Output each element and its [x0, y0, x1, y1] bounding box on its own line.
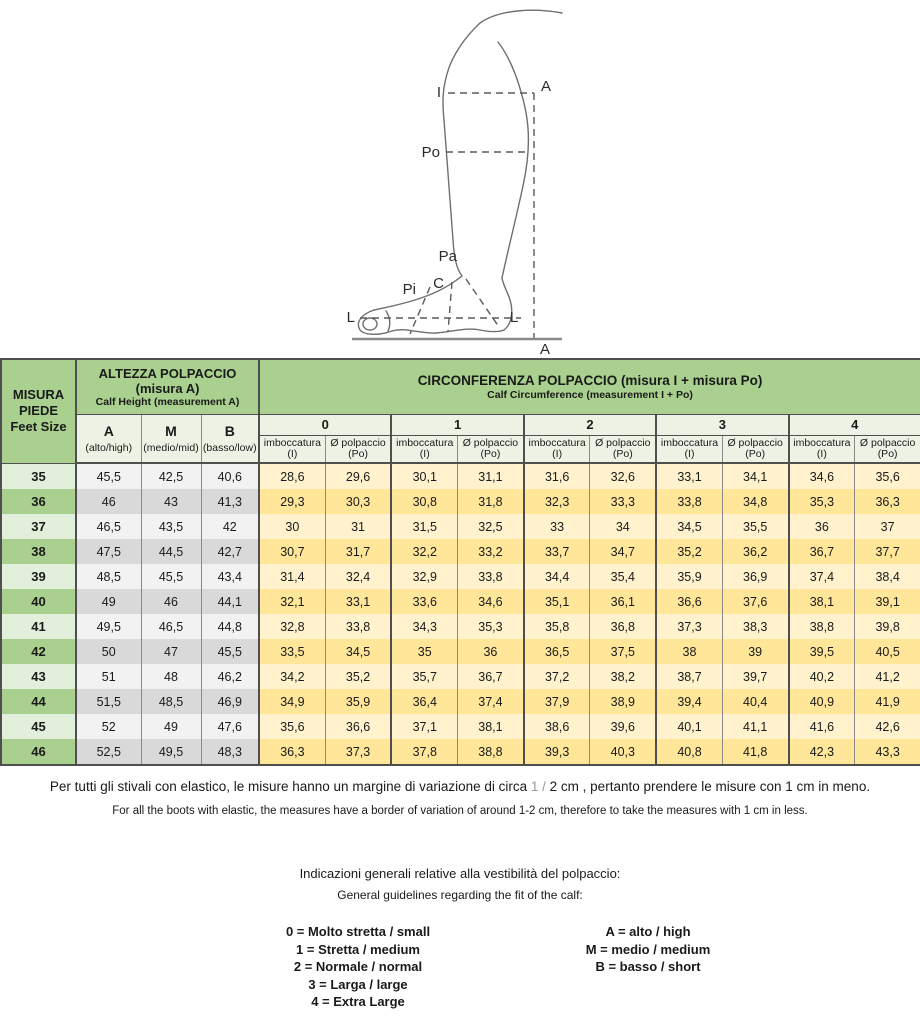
- calf-height-cell: 46: [141, 589, 201, 614]
- calf-circ-cell: 34,6: [458, 589, 524, 614]
- height-col-desc: (alto/high): [85, 442, 133, 454]
- calf-circ-cell: 36,7: [458, 664, 524, 689]
- legend-item: 2 = Normale / normal: [293, 959, 423, 974]
- calf-circ-cell: 36,3: [855, 489, 920, 514]
- calf-height-cell: 43: [141, 489, 201, 514]
- size-cell: 41: [1, 614, 76, 639]
- calf-circ-cell: 38: [656, 639, 722, 664]
- calf-height-legend: [548, 923, 748, 1011]
- height-col-code: B: [224, 423, 235, 439]
- calf-circ-cell: 33: [524, 514, 590, 539]
- calf-circ-cell: 33,5: [259, 639, 325, 664]
- calf-circ-cell: 35,3: [789, 489, 855, 514]
- label-length-L-right: L: [509, 309, 519, 326]
- calf-fit-legend: [238, 923, 478, 1011]
- size-cell: 35: [1, 463, 76, 489]
- calf-subheader-label: Ø polpaccio: [727, 436, 783, 449]
- calf-circ-cell: 40,5: [855, 639, 920, 664]
- inlet-subheader-symbol: (I): [552, 448, 563, 460]
- calf-circ-cell: 35,7: [391, 664, 457, 689]
- calf-height-cell: 44,5: [141, 539, 201, 564]
- calf-circ-cell: 34,4: [524, 564, 590, 589]
- calf-height-cell: 49: [141, 714, 201, 739]
- calf-height-cell: 49,5: [76, 614, 141, 639]
- calf-height-cell: 46: [76, 489, 141, 514]
- label-instep-C: C: [433, 275, 444, 292]
- calf-subheader: [458, 436, 524, 464]
- calf-subheader-label: Ø polpaccio: [595, 436, 651, 449]
- calf-subheader-label: Ø polpaccio: [462, 436, 519, 449]
- calf-circ-cell: 34,8: [722, 489, 788, 514]
- calf-height-cell: 42: [201, 514, 259, 539]
- calf-circ-cell: 40,1: [656, 714, 722, 739]
- calf-circ-cell: 37,8: [391, 739, 457, 765]
- calf-height-cell: 52,5: [76, 739, 141, 765]
- legend-item: 4 = Extra Large: [311, 994, 405, 1009]
- size-row-35: [1, 463, 920, 489]
- calf-circ-cell: 36,8: [590, 614, 656, 639]
- legend-item: M = medio / medium: [585, 941, 711, 957]
- calf-circ-cell: 40,2: [789, 664, 855, 689]
- calf-height-cell: 43,5: [141, 514, 201, 539]
- calf-circ-cell: 34: [590, 514, 656, 539]
- calf-height-cell: 48,3: [201, 739, 259, 765]
- calf-height-cell: 52: [76, 714, 141, 739]
- calf-circ-cell: 37: [855, 514, 920, 539]
- size-cell: 46: [1, 739, 76, 765]
- calf-circ-cell: 36,3: [259, 739, 325, 765]
- calf-circ-cell: 39,1: [855, 589, 920, 614]
- calf-height-cell: 50: [76, 639, 141, 664]
- calf-circ-cell: 36: [789, 514, 855, 539]
- legend-item: A = alto / high: [605, 924, 691, 939]
- calf-circ-cell: 32,9: [391, 564, 457, 589]
- calf-circ-cell: 34,3: [391, 614, 457, 639]
- inlet-subheader-symbol: (I): [419, 448, 430, 460]
- calf-circ-cell: 35,6: [855, 463, 920, 489]
- leg-measurement-diagram: [0, 0, 920, 358]
- note-italian: [0, 778, 920, 795]
- calf-circ-cell: 37,4: [458, 689, 524, 714]
- calf-circ-cell: 32,2: [391, 539, 457, 564]
- calf-height-cell: 47: [141, 639, 201, 664]
- calf-subheader-label: Ø polpaccio: [330, 436, 386, 449]
- calf-circ-cell: 33,7: [524, 539, 590, 564]
- calf-subheader-symbol: (Po): [480, 448, 501, 460]
- inlet-subheader-label: imboccatura: [528, 436, 586, 449]
- calf-height-cell: 47,6: [201, 714, 259, 739]
- size-row-36: [1, 489, 920, 514]
- calf-height-cell: 45,5: [201, 639, 259, 664]
- size-cell: 44: [1, 689, 76, 714]
- legend-item: 3 = Larga / large: [308, 976, 408, 992]
- height-col-desc: (medio/mid): [143, 442, 199, 454]
- calf-height-cell: 45,5: [76, 463, 141, 489]
- calf-circ-cell: 33,1: [656, 463, 722, 489]
- calf-height-cell: 43,4: [201, 564, 259, 589]
- calf-circ-cell: 35,8: [524, 614, 590, 639]
- calf-subheader-symbol: (Po): [877, 448, 898, 460]
- calf-circ-cell: 30,7: [259, 539, 325, 564]
- calf-height-cell: 47,5: [76, 539, 141, 564]
- size-row-45: [1, 714, 920, 739]
- inlet-subheader: [259, 436, 325, 464]
- calf-circ-cell: 32,1: [259, 589, 325, 614]
- calf-circ-cell: 36,6: [656, 589, 722, 614]
- size-cell: 40: [1, 589, 76, 614]
- calf-circ-cell: 40,9: [789, 689, 855, 714]
- feet-size-line3: Feet Size: [10, 419, 67, 435]
- fit-group-0-header: 0: [259, 415, 391, 436]
- calf-circ-cell: 41,2: [855, 664, 920, 689]
- size-cell: 37: [1, 514, 76, 539]
- calf-circ-cell: 38,8: [789, 614, 855, 639]
- guidelines-title-english: General guidelines regarding the fit of the calf:: [337, 888, 583, 902]
- calf-circ-cell: 31,6: [524, 463, 590, 489]
- calf-circ-cell: 35,4: [590, 564, 656, 589]
- calf-circ-cell: 33,3: [590, 489, 656, 514]
- calf-circ-cell: 41,9: [855, 689, 920, 714]
- calf-subheader: [325, 436, 391, 464]
- size-row-40: [1, 589, 920, 614]
- calf-height-header: [76, 359, 259, 415]
- calf-circ-cell: 38,8: [458, 739, 524, 765]
- inlet-subheader: [524, 436, 590, 464]
- calf-height-title-en: Calf Height (measurement A): [95, 395, 240, 408]
- fit-group-4-header: 4: [789, 415, 920, 436]
- calf-circ-cell: 35,5: [722, 514, 788, 539]
- calf-circ-cell: 39,7: [722, 664, 788, 689]
- calf-circ-cell: 30,1: [391, 463, 457, 489]
- note-italian-grey: 1 /: [530, 779, 550, 794]
- size-cell: 38: [1, 539, 76, 564]
- calf-height-cell: 44,8: [201, 614, 259, 639]
- foot-girth-dashed-line-3: [466, 279, 499, 327]
- calf-circ-cell: 31,4: [259, 564, 325, 589]
- calf-circ-cell: 32,8: [259, 614, 325, 639]
- note-italian-post: 2 cm , pertanto prendere le misure con 1 cm in meno.: [549, 779, 871, 794]
- size-cell: 42: [1, 639, 76, 664]
- size-table-body: [1, 463, 920, 765]
- calf-circ-cell: 38,1: [789, 589, 855, 614]
- calf-circ-cell: 42,3: [789, 739, 855, 765]
- calf-circ-cell: 35,1: [524, 589, 590, 614]
- inlet-subheader: [656, 436, 722, 464]
- calf-circ-cell: 39,6: [590, 714, 656, 739]
- calf-circ-cell: 37,3: [656, 614, 722, 639]
- size-row-39: [1, 564, 920, 589]
- calf-circ-cell: 33,1: [325, 589, 391, 614]
- height-col-code: M: [165, 423, 177, 439]
- label-length-L-left: L: [346, 309, 355, 326]
- calf-subheader-symbol: (Po): [745, 448, 766, 460]
- size-cell: 43: [1, 664, 76, 689]
- calf-circ-cell: 39,8: [855, 614, 920, 639]
- calf-height-cell: 40,6: [201, 463, 259, 489]
- calf-height-cell: 49: [76, 589, 141, 614]
- calf-circ-cell: 38,1: [458, 714, 524, 739]
- instep-line: [374, 276, 462, 310]
- legend-item: 0 = Molto stretta / small: [285, 924, 431, 939]
- calf-height-cell: 44,1: [201, 589, 259, 614]
- calf-circ-cell: 37,3: [325, 739, 391, 765]
- calf-circ-cell: 40,4: [722, 689, 788, 714]
- calf-circ-cell: 33,8: [458, 564, 524, 589]
- calf-circ-cell: 35,3: [458, 614, 524, 639]
- calf-height-cell: 46,5: [141, 614, 201, 639]
- inlet-subheader: [789, 436, 855, 464]
- calf-subheader-symbol: (Po): [612, 448, 633, 460]
- calf-height-cell: 42,7: [201, 539, 259, 564]
- calf-circ-cell: 30: [259, 514, 325, 539]
- size-row-43: [1, 664, 920, 689]
- label-inlet-I: I: [436, 84, 441, 101]
- calf-circ-cell: 31,1: [458, 463, 524, 489]
- calf-circ-cell: 28,6: [259, 463, 325, 489]
- calf-circ-cell: 37,7: [855, 539, 920, 564]
- calf-circ-cell: 32,5: [458, 514, 524, 539]
- leg-outline-drawing: [340, 0, 620, 358]
- calf-circ-cell: 35,2: [656, 539, 722, 564]
- calf-circ-cell: 34,1: [722, 463, 788, 489]
- label-foot-Pi: Pi: [402, 281, 416, 298]
- calf-circ-cell: 36: [458, 639, 524, 664]
- inlet-subheader-label: imboccatura: [793, 436, 851, 449]
- calf-height-cell: 45,5: [141, 564, 201, 589]
- calf-circ-cell: 34,6: [789, 463, 855, 489]
- calf-circ-cell: 31: [325, 514, 391, 539]
- calf-circ-cell: 37,6: [722, 589, 788, 614]
- calf-circ-cell: 33,8: [656, 489, 722, 514]
- calf-circ-cell: 30,3: [325, 489, 391, 514]
- size-row-38: [1, 539, 920, 564]
- elastic-notes: [0, 778, 920, 819]
- calf-circ-cell: 31,8: [458, 489, 524, 514]
- foot-girth-dashed-line-2: [448, 282, 452, 332]
- calf-circ-cell: 33,8: [325, 614, 391, 639]
- height-col-B-header: [201, 415, 259, 464]
- calf-circ-cell: 41,6: [789, 714, 855, 739]
- front-leg-line: [443, 10, 562, 276]
- calf-height-cell: 48: [141, 664, 201, 689]
- fit-guidelines: [0, 865, 920, 1011]
- calf-circ-cell: 31,5: [391, 514, 457, 539]
- calf-circ-cell: 37,4: [789, 564, 855, 589]
- calf-circ-cell: 30,8: [391, 489, 457, 514]
- feet-size-header: [1, 359, 76, 463]
- calf-circ-cell: 36,9: [722, 564, 788, 589]
- calf-circ-cell: 36,2: [722, 539, 788, 564]
- calf-circ-cell: 35,9: [325, 689, 391, 714]
- size-row-41: [1, 614, 920, 639]
- label-top-A: A: [541, 78, 552, 95]
- fit-group-3-header: 3: [656, 415, 788, 436]
- inlet-subheader-label: imboccatura: [660, 436, 719, 449]
- calf-circ-cell: 34,5: [325, 639, 391, 664]
- calf-height-measure: (misura A): [135, 380, 200, 396]
- calf-height-cell: 51,5: [76, 689, 141, 714]
- calf-circ-cell: 38,6: [524, 714, 590, 739]
- calf-circ-cell: 40,8: [656, 739, 722, 765]
- size-cell: 45: [1, 714, 76, 739]
- calf-height-cell: 49,5: [141, 739, 201, 765]
- calf-circ-cell: 35,9: [656, 564, 722, 589]
- calf-subheader: [722, 436, 788, 464]
- calf-circ-cell: 37,1: [391, 714, 457, 739]
- calf-circ-cell: 36,4: [391, 689, 457, 714]
- calf-height-cell: 48,5: [141, 689, 201, 714]
- inlet-subheader-label: imboccatura: [396, 436, 454, 449]
- calf-circ-cell: 39,4: [656, 689, 722, 714]
- height-col-code: A: [103, 423, 114, 439]
- calf-circ-title-it: CIRCONFERENZA POLPACCIO (misura I + misura Po): [417, 372, 763, 388]
- calf-circ-cell: 39,3: [524, 739, 590, 765]
- calf-circ-cell: 34,5: [656, 514, 722, 539]
- calf-subheader-symbol: (Po): [348, 448, 368, 460]
- note-italian-pre: Per tutti gli stivali con elastico, le misure hanno un margine di variazione di circa: [49, 779, 531, 794]
- label-bottom-A: A: [540, 341, 551, 358]
- calf-circ-cell: 41,8: [722, 739, 788, 765]
- size-cell: 39: [1, 564, 76, 589]
- height-col-A-header: [76, 415, 141, 464]
- calf-circ-cell: 36,6: [325, 714, 391, 739]
- calf-circ-cell: 38,3: [722, 614, 788, 639]
- calf-subheader-label: Ø polpaccio: [859, 436, 916, 449]
- inlet-subheader-symbol: (I): [287, 448, 298, 460]
- calf-circ-cell: 35,2: [325, 664, 391, 689]
- calf-height-title-it: ALTEZZA POLPACCIO: [98, 365, 237, 381]
- calf-height-cell: 46,5: [76, 514, 141, 539]
- label-ankle-Pa: Pa: [438, 248, 457, 265]
- size-cell: 36: [1, 489, 76, 514]
- fit-legend: [0, 923, 920, 1011]
- calf-circ-cell: 29,6: [325, 463, 391, 489]
- height-col-desc: (basso/low): [202, 442, 257, 454]
- calf-circ-cell: 42,6: [855, 714, 920, 739]
- calf-circ-cell: 31,7: [325, 539, 391, 564]
- calf-circ-cell: 38,9: [590, 689, 656, 714]
- feet-size-line1: MISURA: [12, 387, 65, 403]
- size-row-42: [1, 639, 920, 664]
- calf-circ-cell: 39,5: [789, 639, 855, 664]
- calf-circ-cell: 32,3: [524, 489, 590, 514]
- calf-circ-cell: 41,1: [722, 714, 788, 739]
- calf-circ-cell: 37,2: [524, 664, 590, 689]
- calf-circ-cell: 33,2: [458, 539, 524, 564]
- calf-height-cell: 42,5: [141, 463, 201, 489]
- calf-circ-cell: 36,5: [524, 639, 590, 664]
- calf-circ-cell: 35,6: [259, 714, 325, 739]
- calf-circ-cell: 34,7: [590, 539, 656, 564]
- inlet-subheader-symbol: (I): [684, 448, 695, 460]
- calf-height-cell: 41,3: [201, 489, 259, 514]
- calf-circ-cell: 36,1: [590, 589, 656, 614]
- calf-circ-cell: 38,7: [656, 664, 722, 689]
- calf-subheader: [855, 436, 920, 464]
- calf-circ-title-en: Calf Circumference (measurement I + Po): [487, 388, 693, 401]
- height-col-M-header: [141, 415, 201, 464]
- size-row-37: [1, 514, 920, 539]
- calf-circ-cell: 32,4: [325, 564, 391, 589]
- calf-circumference-header: [259, 359, 920, 415]
- calf-height-cell: 48,5: [76, 564, 141, 589]
- size-table: [0, 358, 920, 766]
- calf-circ-cell: 39: [722, 639, 788, 664]
- calf-circ-cell: 43,3: [855, 739, 920, 765]
- calf-height-cell: 51: [76, 664, 141, 689]
- inlet-subheader: [391, 436, 457, 464]
- calf-height-cell: 46,9: [201, 689, 259, 714]
- toe-sole-line: [358, 310, 504, 334]
- calf-circ-cell: 29,3: [259, 489, 325, 514]
- calf-subheader: [590, 436, 656, 464]
- calf-circ-cell: 34,2: [259, 664, 325, 689]
- label-calf-Po: Po: [421, 144, 440, 161]
- calf-circ-cell: 35: [391, 639, 457, 664]
- calf-circ-cell: 37,9: [524, 689, 590, 714]
- big-toe-line: [363, 318, 377, 330]
- calf-circ-cell: 38,2: [590, 664, 656, 689]
- fit-group-1-header: 1: [391, 415, 523, 436]
- calf-circ-cell: 32,6: [590, 463, 656, 489]
- guidelines-title-italian: Indicazioni generali relative alla vestibilità del polpaccio:: [299, 866, 621, 881]
- calf-circ-cell: 37,5: [590, 639, 656, 664]
- calf-circ-cell: 38,4: [855, 564, 920, 589]
- inlet-subheader-label: imboccatura: [263, 436, 321, 449]
- fit-group-2-header: 2: [524, 415, 656, 436]
- legend-item: B = basso / short: [595, 959, 701, 974]
- legend-item: 1 = Stretta / medium: [296, 941, 420, 957]
- calf-height-cell: 46,2: [201, 664, 259, 689]
- size-row-46: [1, 739, 920, 765]
- note-english: For all the boots with elastic, the measures have a border of variation of around 1-2 cm, therefore to take the measures with 1 cm in less.: [112, 805, 808, 817]
- toe-detail-line: [386, 311, 390, 331]
- calf-circ-cell: 36,7: [789, 539, 855, 564]
- feet-size-line2: PIEDE: [18, 403, 58, 419]
- inlet-subheader-symbol: (I): [816, 448, 827, 460]
- calf-circ-cell: 40,3: [590, 739, 656, 765]
- calf-circ-cell: 33,6: [391, 589, 457, 614]
- calf-circ-cell: 34,9: [259, 689, 325, 714]
- size-row-44: [1, 689, 920, 714]
- back-leg-line: [498, 42, 528, 278]
